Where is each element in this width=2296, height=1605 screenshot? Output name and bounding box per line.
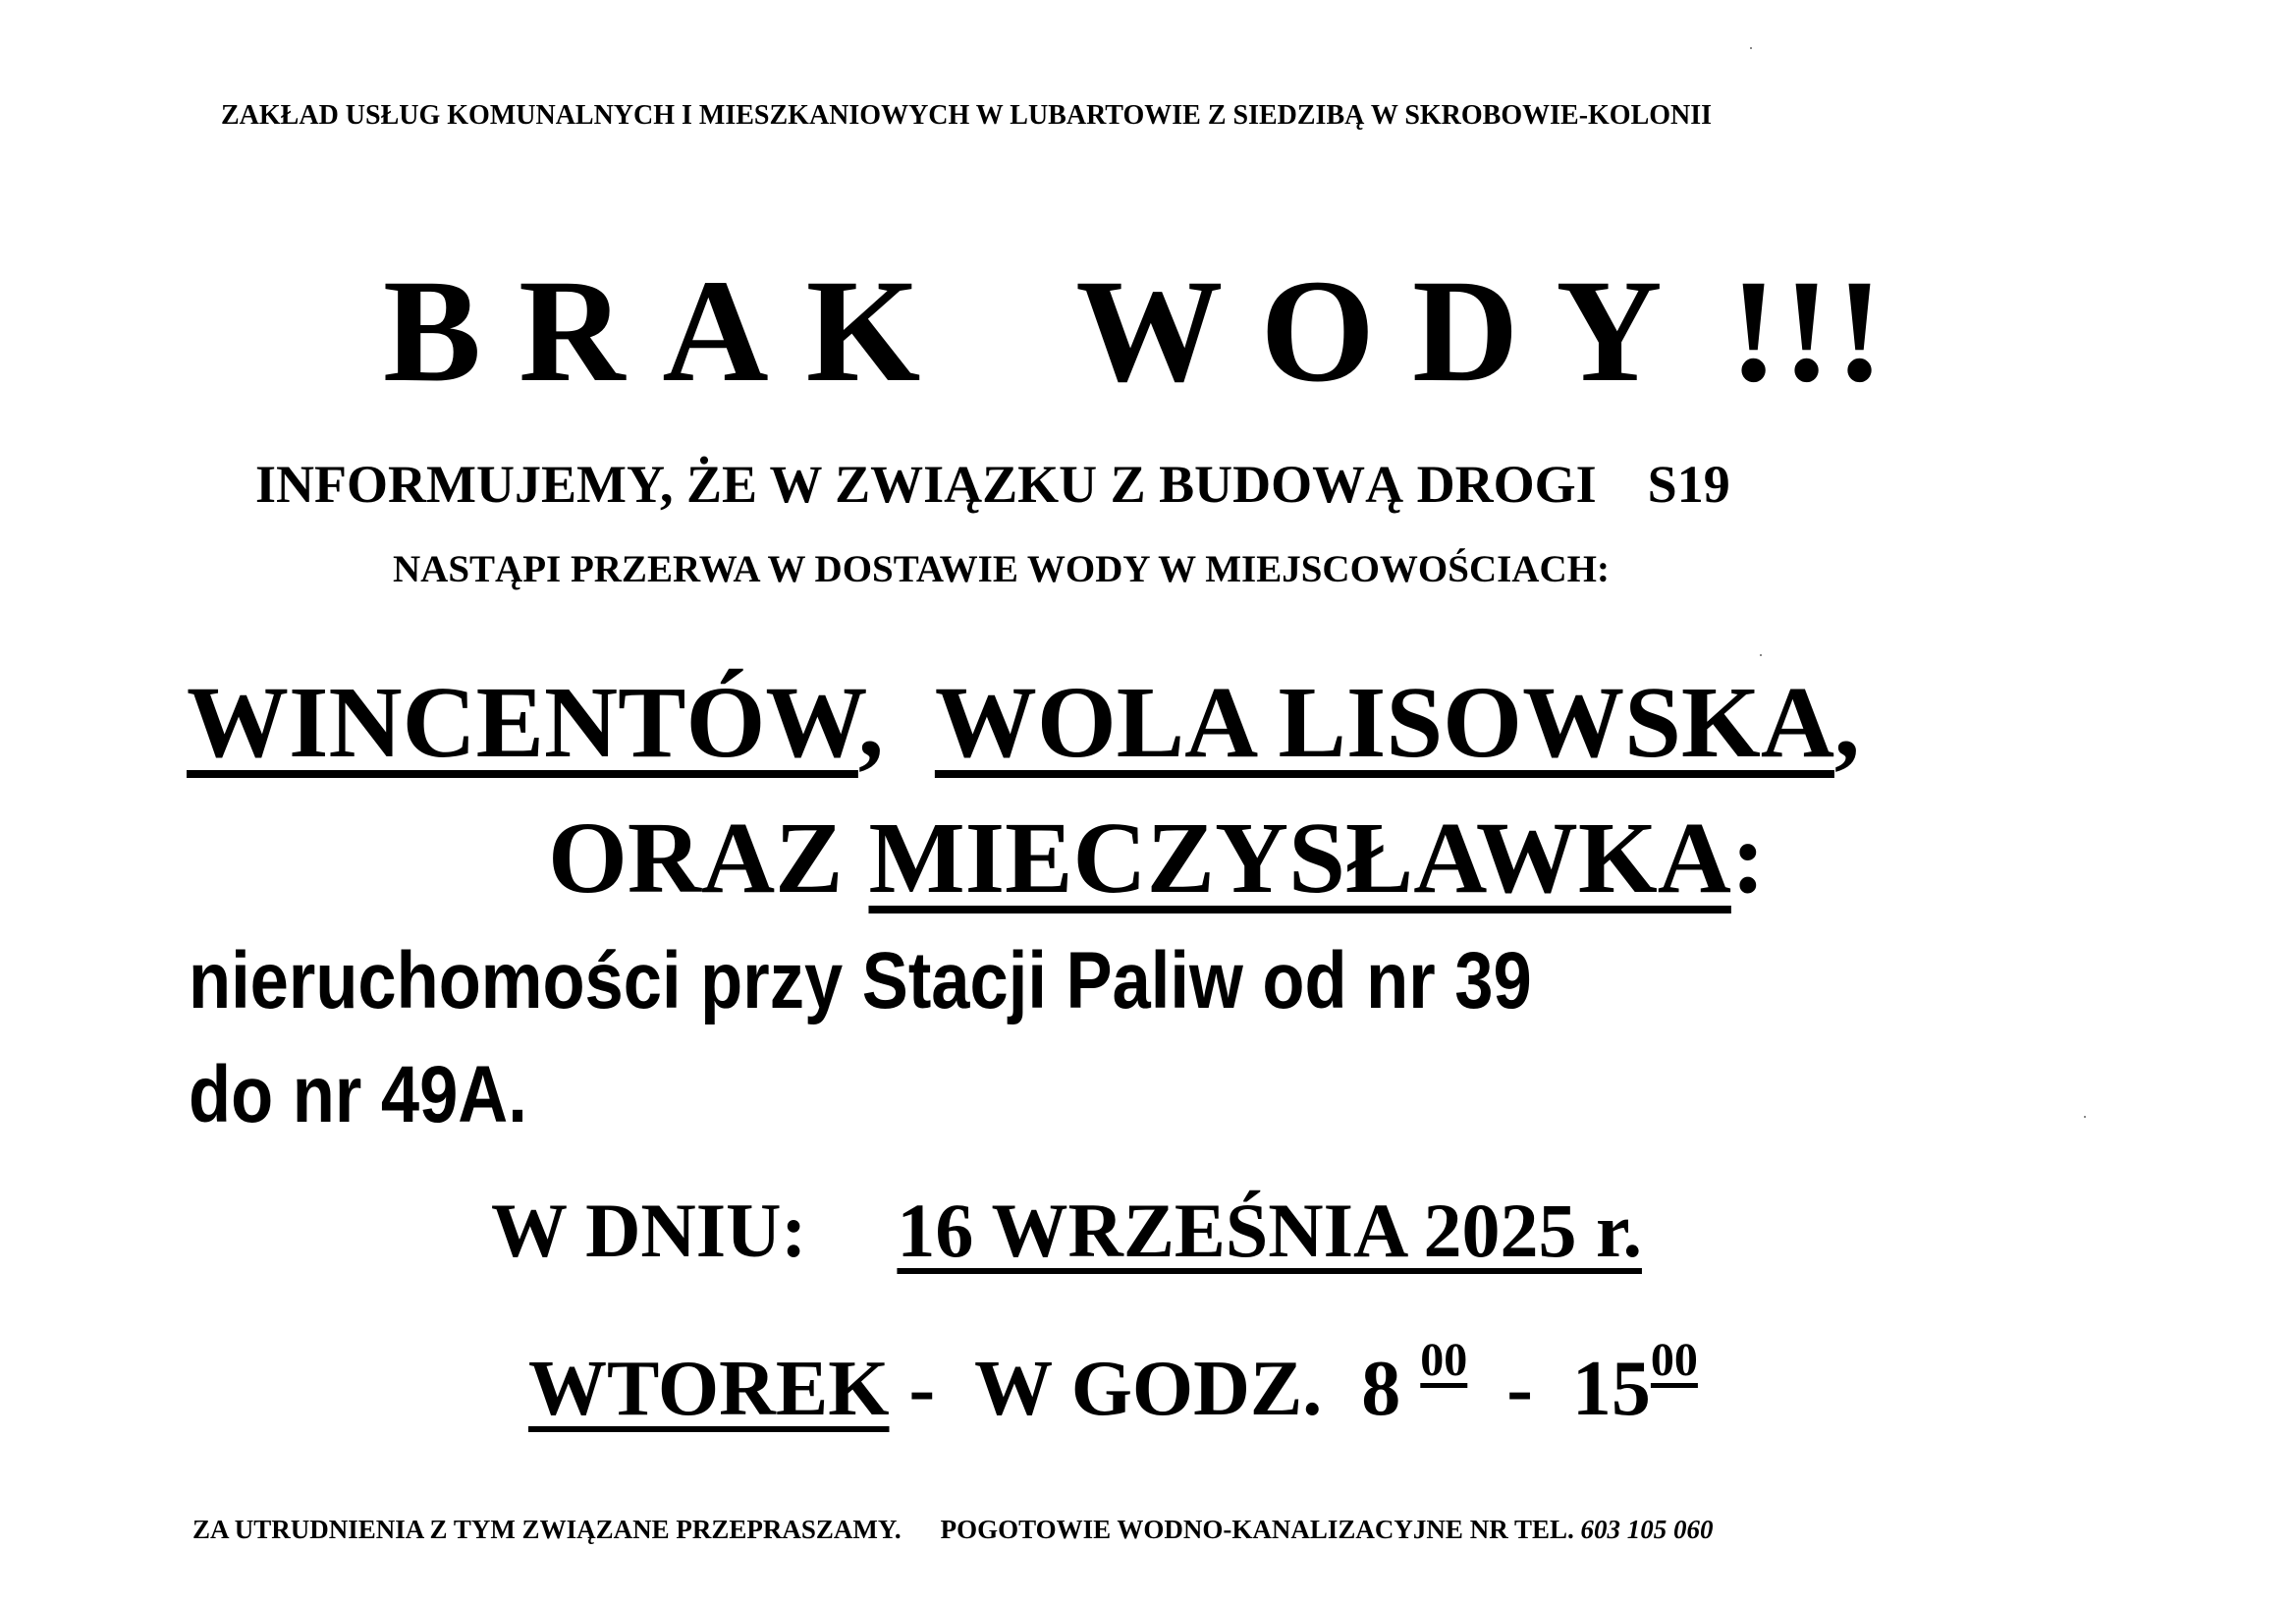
time-label: W GODZ. — [974, 1346, 1323, 1432]
footer-apology: ZA UTRUDNIENIA Z TYM ZWIĄZANE PRZEPRASZAMY. — [192, 1515, 902, 1544]
time-start-minutes: 00 — [1420, 1334, 1468, 1386]
time-end-hour: 15 — [1571, 1346, 1651, 1432]
property-line-1: nieruchomości przy Stacji Paliw od nr 39 — [189, 936, 1532, 1025]
footer-phone: 603 105 060 — [1580, 1515, 1714, 1544]
place-wincentow: WINCENTÓW — [187, 666, 858, 779]
date-value: 16 WRZEŚNIA 2025 r. — [897, 1188, 1642, 1273]
info-line-1 — [255, 455, 1730, 514]
property-line-2: do nr 49A. — [189, 1050, 527, 1139]
scan-speck — [2084, 1116, 2086, 1118]
road-code: S19 — [1647, 455, 1730, 514]
date-line — [491, 1188, 1642, 1273]
time-start-hour: 8 — [1361, 1346, 1401, 1432]
company-header: ZAKŁAD USŁUG KOMUNALNYCH I MIESZKANIOWYCH W LUBARTOWIE Z SIEDZIBĄ W SKROBOWIE-KOLONII — [221, 100, 1713, 131]
notice-title — [383, 249, 1888, 413]
scan-speck — [1760, 654, 1762, 656]
footer — [192, 1517, 1713, 1543]
place-wola-lisowska: WOLA LISOWSKA — [934, 666, 1834, 779]
title-word-wody: WODY — [1075, 249, 1700, 413]
date-label: W DNIU: — [491, 1188, 807, 1273]
time-end-minutes: 00 — [1650, 1334, 1698, 1386]
oraz-word: ORAZ — [548, 802, 844, 914]
info-line-2: NASTĄPI PRZERWA W DOSTAWIE WODY W MIEJSCOWOŚCIACH: — [393, 548, 1610, 590]
place-mieczyslawka: MIECZYSŁAWKA — [868, 802, 1731, 914]
title-exclamation: !!! — [1728, 249, 1888, 413]
footer-service: POGOTOWIE WODNO-KANALIZACYJNE NR TEL. — [940, 1515, 1574, 1544]
places-line-1: WINCENTÓW, WOLA LISOWSKA, — [187, 666, 1860, 779]
weekday: WTOREK — [528, 1346, 890, 1432]
title-word-brak: BRAK — [383, 249, 958, 413]
time-line: WTOREK - W GODZ. 8 $^{00} - 15^{00}$ — [528, 1334, 1698, 1432]
places-line-2: ORAZ MIECZYSŁAWKA: — [548, 802, 1766, 914]
scan-speck — [1750, 47, 1752, 49]
info-text: INFORMUJEMY, ŻE W ZWIĄZKU Z BUDOWĄ DROGI — [255, 455, 1597, 514]
